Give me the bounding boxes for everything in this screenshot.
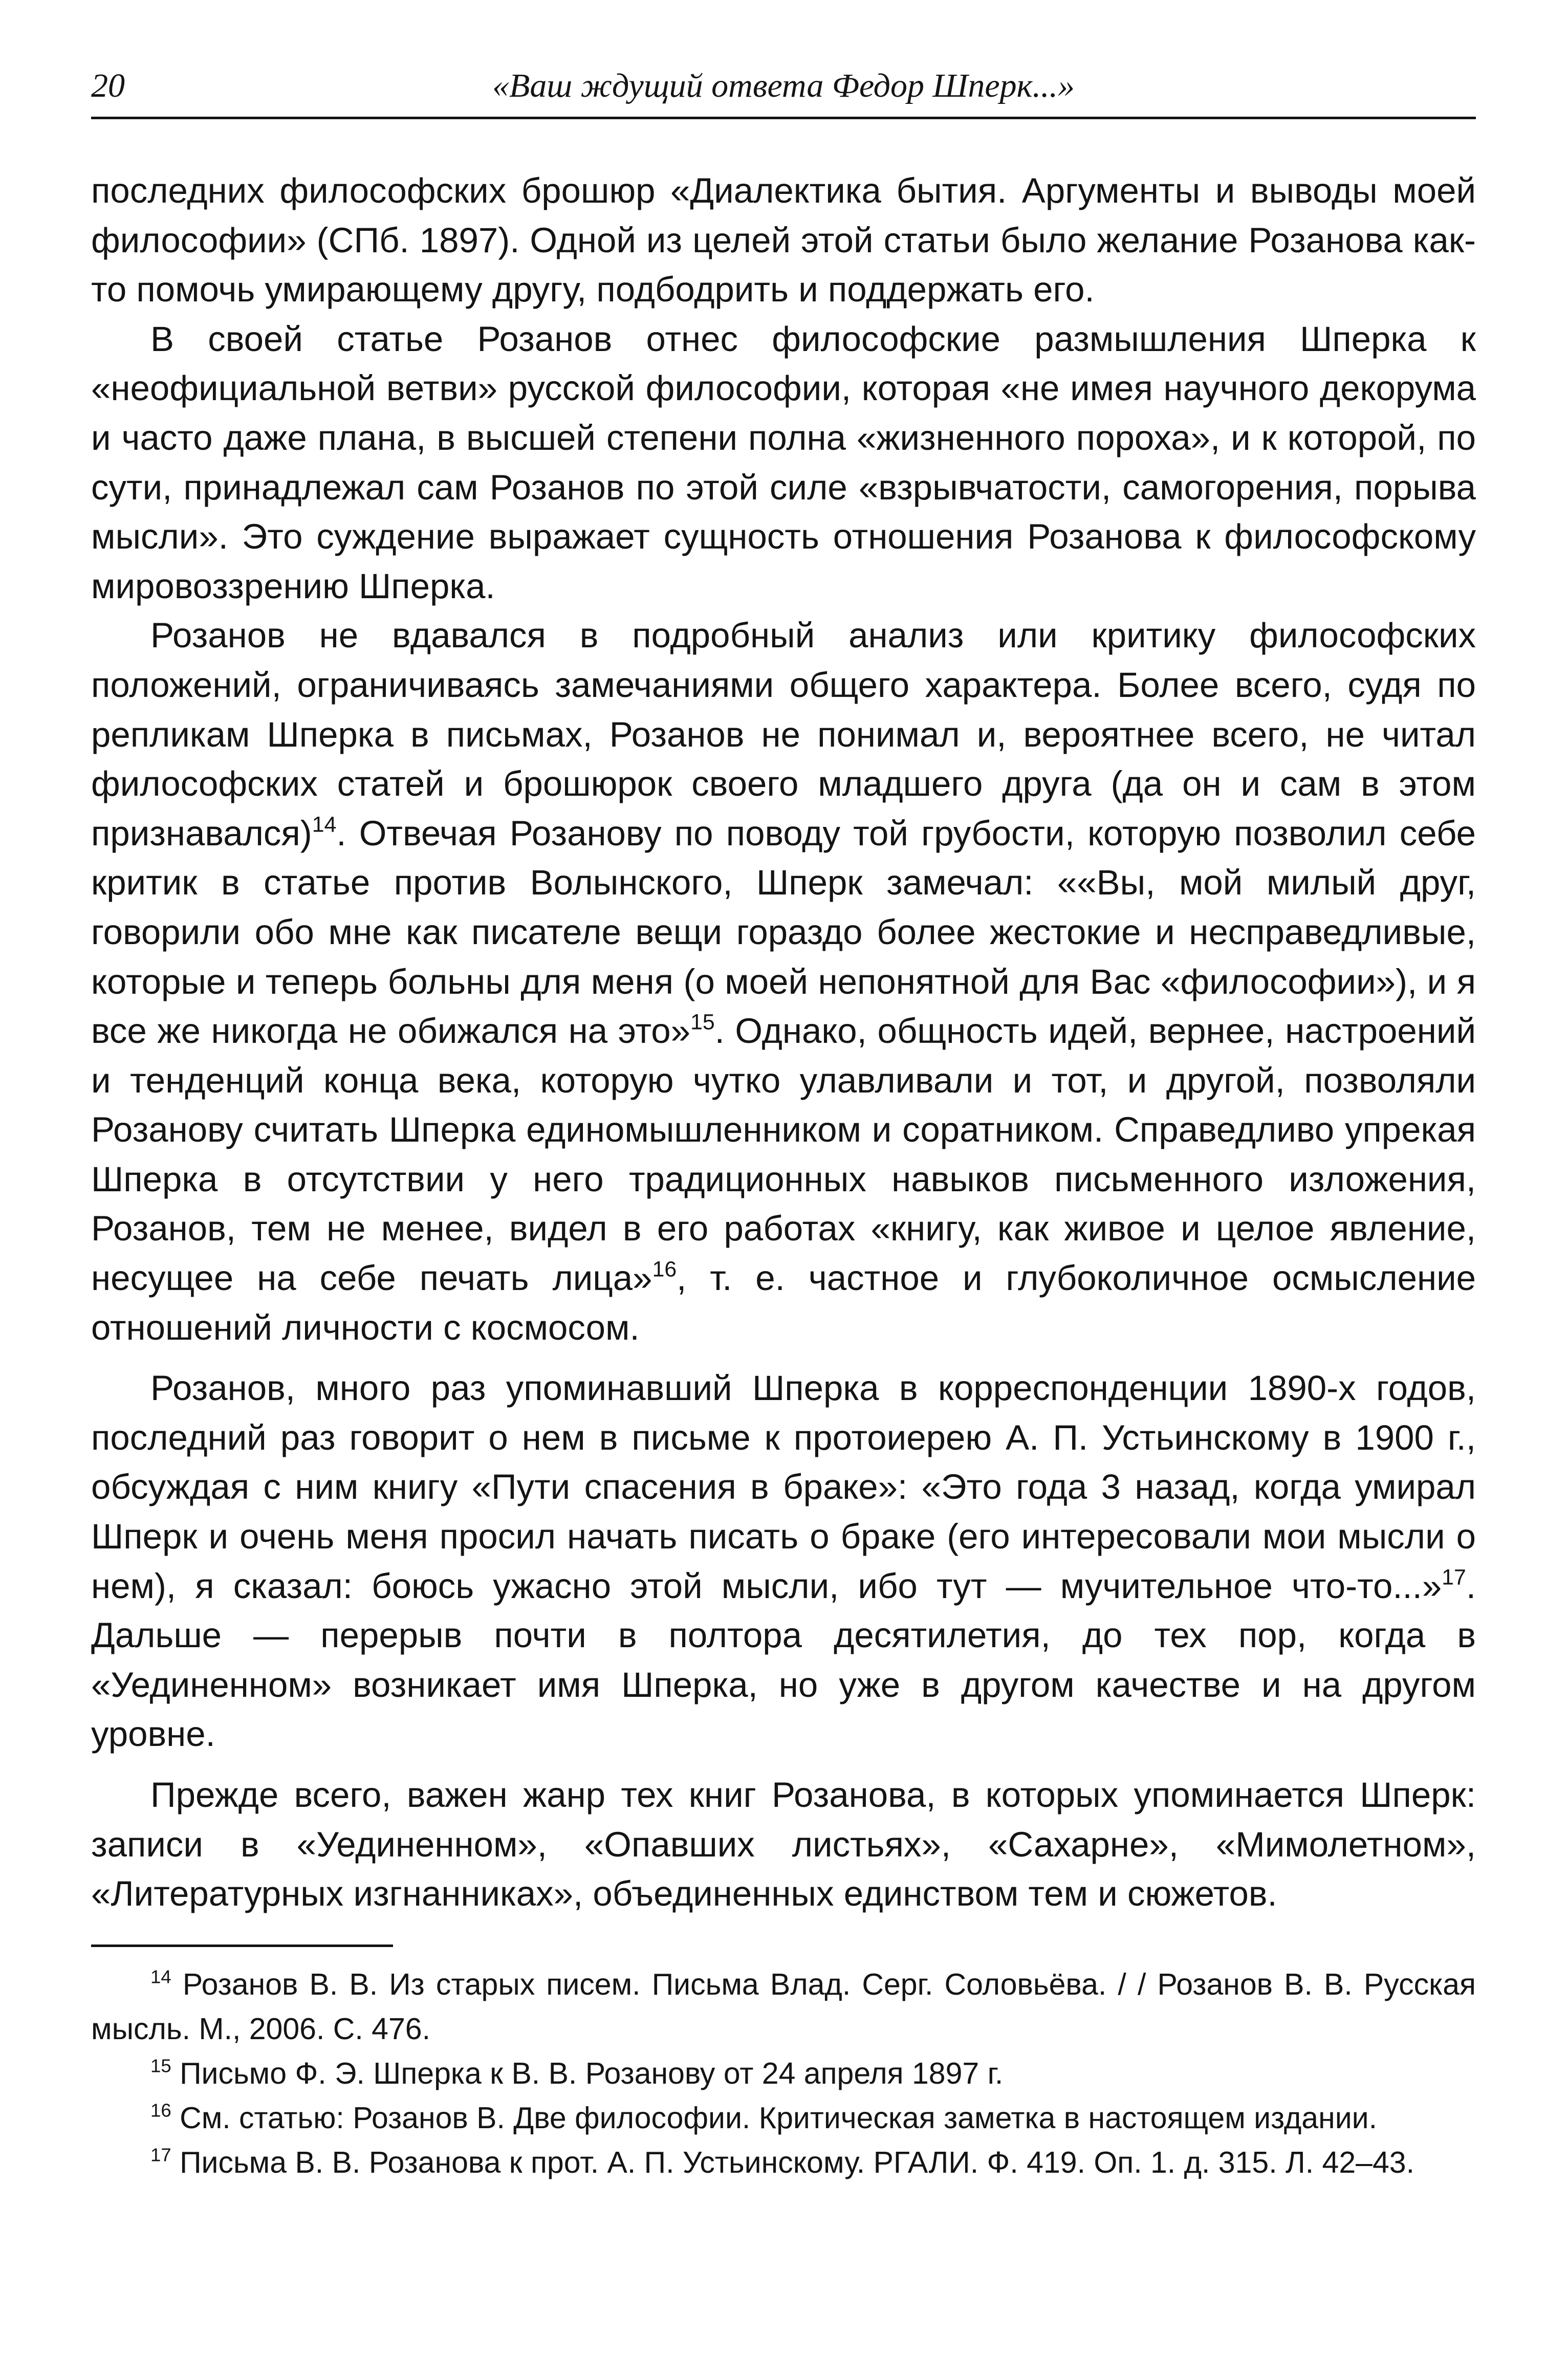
- footnote-text: Письма В. В. Розанова к прот. А. П. Устьинскому. РГАЛИ. Ф. 419. Оп. 1. д. 315. Л. 42–43.: [171, 2145, 1414, 2179]
- footnote-divider: [91, 1944, 393, 1947]
- running-header: [91, 56, 1476, 119]
- footnote-17: [91, 2140, 1476, 2185]
- footnote-16: [91, 2096, 1476, 2140]
- footnote-number: 15: [150, 2055, 171, 2077]
- paragraph-2: В своей статье Розанов отнес философские размышления Шперка к «неофициальной ветви» русской философии, которая «не имея научного декорума и часто даже плана, в высшей степени полна «жизненного пороха», и к которой, по сути, принадлежал сам Розанов по этой силе «взрывчатости, самогорения, порыва мысли». Это суждение выражает сущность отношения Розанова к философскому мировоззрению Шперка.: [91, 319, 1476, 606]
- footnote-14: [91, 1962, 1476, 2051]
- footnote-number: 16: [150, 2100, 171, 2121]
- paragraph-4-part-a: Розанов, много раз упоминавший Шперка в корреспонденции 1890-х годов, последний раз говорит о нем в письме к протоиерею А. П. Устьинскому в 1900 г., обсуждая с ним книгу «Пути спасения в браке»: «Это года 3 назад, когда умирал Шперк и очень меня просил начать писать о браке (его интересовали мои мысли о нем), я сказал: боюсь ужасно этой мысли, ибо тут — мучительное что-то...»: [91, 1368, 1476, 1606]
- main-text: [91, 166, 1476, 1919]
- paragraph-4: [91, 1364, 1476, 1759]
- book-page: [91, 56, 1476, 2185]
- paragraph-5: Прежде всего, важен жанр тех книг Розанова, в которых упоминается Шперк: записи в «Уединенном», «Опавших листьях», «Сахарне», «Мимолетном», «Литературных изгнанниках», объединенных единством тем и сюжетов.: [91, 1775, 1476, 1914]
- paragraph-3-part-b: . Отвечая Розанову по поводу той грубости, которую позволил себе критик в статье против Волынского, Шперк замечал: ««Вы, мой милый друг, говорили обо мне как писателе вещи гораздо более жестокие и несправедливые, которые и теперь больны для меня (о моей непонятной для Вас «философии»), и я все же никогда не обижался на это»: [91, 813, 1476, 1051]
- footnote-ref-15: 15: [690, 1010, 715, 1035]
- footnote-ref-17: 17: [1442, 1565, 1466, 1590]
- paragraph-3-part-c: . Однако, общность идей, вернее, настроений и тенденций конца века, которую чутко улавливали и тот, и другой, позволяли Розанову считать Шперка единомышленником и соратником. Справедливо упрекая Шперка в отсутствии у него традиционных навыков письменного изложения, Розанов, тем не менее, видел в его работах «книгу, как живое и целое явление, несущее на себе печать лица»: [91, 1011, 1476, 1298]
- paragraph-3: [91, 611, 1476, 1352]
- paragraph-1: последних философских брошюр «Диалектика бытия. Аргументы и выводы моей философии» (СПб. 1897). Одной из целей этой статьи было желание Розанова как-то помочь умирающему другу, подбодрить и поддержать его.: [91, 171, 1476, 310]
- paragraph-3-part-a: Розанов не вдавался в подробный анализ или критику философских положений, ограничиваясь замечаниями общего характера. Более всего, судя по репликам Шперка в письмах, Розанов не понимал и, вероятнее всего, не читал философских статей и брошюрок своего младшего друга (да он и сам в этом признавался): [91, 616, 1476, 853]
- footnote-15: [91, 2051, 1476, 2096]
- footnote-text: См. статью: Розанов В. Две философии. Критическая заметка в настоящем издании.: [171, 2101, 1377, 2135]
- footnote-number: 14: [150, 1966, 171, 1987]
- footnote-number: 17: [150, 2144, 171, 2166]
- paragraph-3-part-d: , т. е. частное и глубоколичное осмысление отношений личности с космосом.: [91, 1258, 1476, 1347]
- footnote-ref-14: 14: [312, 812, 337, 837]
- footnote-text: Розанов В. В. Из старых писем. Письма Влад. Серг. Соловьёва. / / Розанов В. В. Русская мысль. М., 2006. С. 476.: [91, 1967, 1476, 2046]
- page-number: 20: [91, 67, 125, 104]
- paragraph-4-part-b: . Дальше — перерыв почти в полтора десятилетия, до тех пор, когда в «Уединенном» возникает имя Шперка, но уже в другом качестве и на другом уровне.: [91, 1566, 1476, 1754]
- footnote-text: Письмо Ф. Э. Шперка к В. В. Розанову от 24 апреля 1897 г.: [171, 2056, 1004, 2090]
- footnotes: [91, 1962, 1476, 2185]
- footnote-ref-16: 16: [652, 1257, 677, 1282]
- running-title: «Ваш ждущий ответа Федор Шперк...»: [492, 67, 1075, 104]
